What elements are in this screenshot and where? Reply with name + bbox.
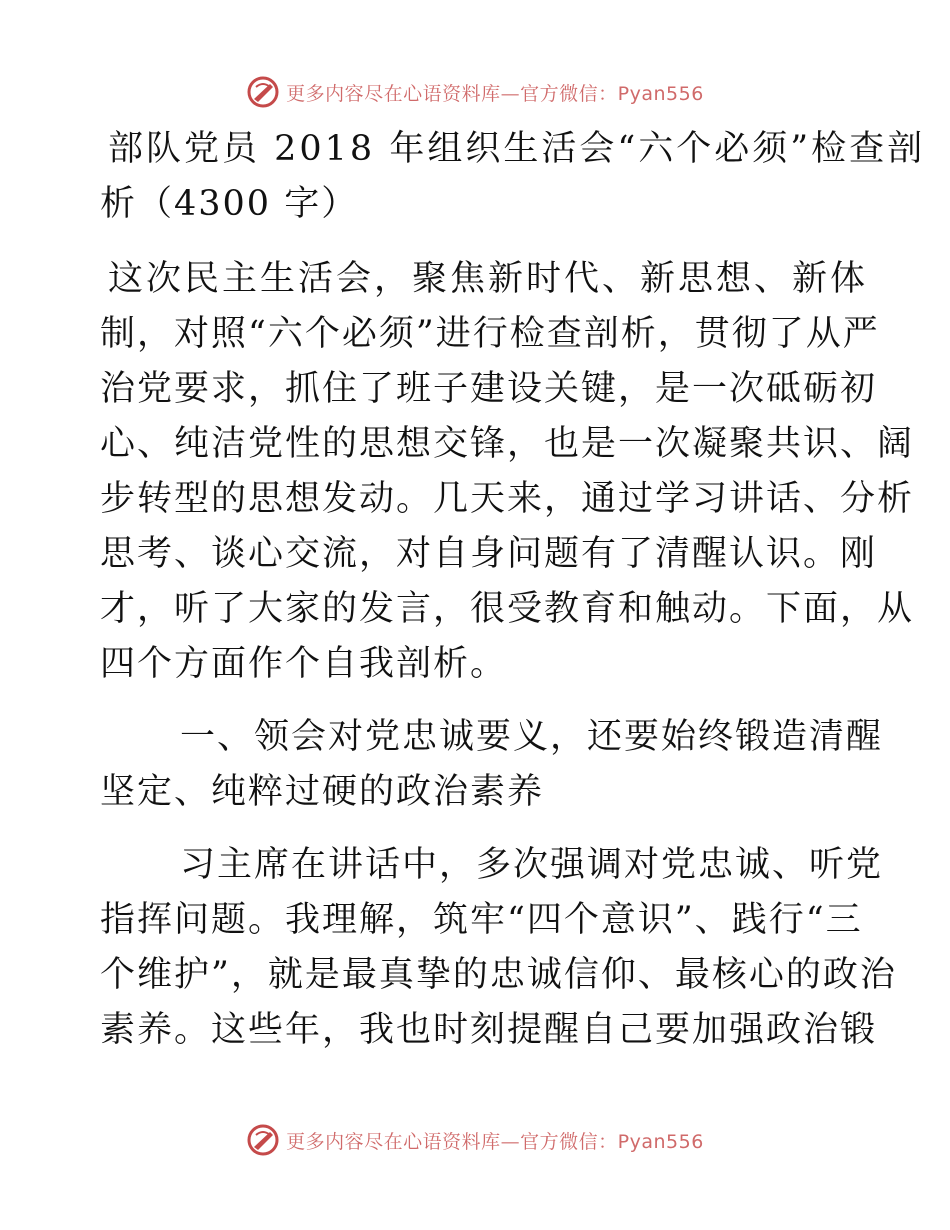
paragraph-line: 心、纯洁党性的思想交锋，也是一次凝聚共识、阔 bbox=[100, 424, 915, 464]
intro-paragraph bbox=[100, 252, 915, 692]
header-watermark bbox=[0, 72, 950, 112]
watermark-text: 更多内容尽在心语资料库—官方微信：Pyan556 bbox=[286, 82, 704, 105]
paragraph-line: 指挥问题。我理解，筑牢“四个意识”、践行“三 bbox=[100, 900, 863, 940]
title-line: 部队党员 2018 年组织生活会“六个必须”检查剖 bbox=[108, 129, 926, 169]
paragraph-line: 才，听了大家的发言，很受教育和触动。下面，从 bbox=[100, 589, 915, 629]
title-line: 析（4300 字） bbox=[100, 184, 359, 224]
section-heading bbox=[100, 710, 884, 820]
brand-logo-icon bbox=[246, 75, 280, 109]
paragraph-line: 制，对照“六个必须”进行检查剖析，贯彻了从严 bbox=[100, 314, 880, 354]
paragraph-line: 四个方面作个自我剖析。 bbox=[100, 644, 508, 684]
document-body bbox=[100, 122, 926, 1058]
heading-line: 坚定、纯粹过硬的政治素养 bbox=[100, 772, 545, 812]
watermark-text: 更多内容尽在心语资料库—官方微信：Pyan556 bbox=[286, 1130, 704, 1153]
paragraph-line: 这次民主生活会，聚焦新时代、新思想、新体 bbox=[108, 259, 869, 299]
paragraph-line: 个维护”，就是最真挚的忠诚信仰、最核心的政治 bbox=[100, 955, 897, 995]
paragraph-line: 治党要求，抓住了班子建设关键，是一次砥砺初 bbox=[100, 369, 878, 409]
brand-logo-icon bbox=[246, 1123, 280, 1157]
heading-line: 一、领会对党忠诚要义，还要始终锻造清醒 bbox=[180, 717, 884, 757]
paragraph-line: 素养。这些年，我也时刻提醒自己要加强政治锻 bbox=[100, 1010, 878, 1050]
paragraph-line: 步转型的思想发动。几天来，通过学习讲话、分析 bbox=[100, 479, 915, 519]
paragraph-line: 习主席在讲话中，多次强调对党忠诚、听党 bbox=[180, 845, 884, 885]
section-paragraph bbox=[100, 838, 897, 1058]
paragraph-line: 思考、谈心交流，对自身问题有了清醒认识。刚 bbox=[100, 534, 878, 574]
footer-watermark bbox=[0, 1120, 950, 1160]
document-title bbox=[100, 122, 926, 232]
